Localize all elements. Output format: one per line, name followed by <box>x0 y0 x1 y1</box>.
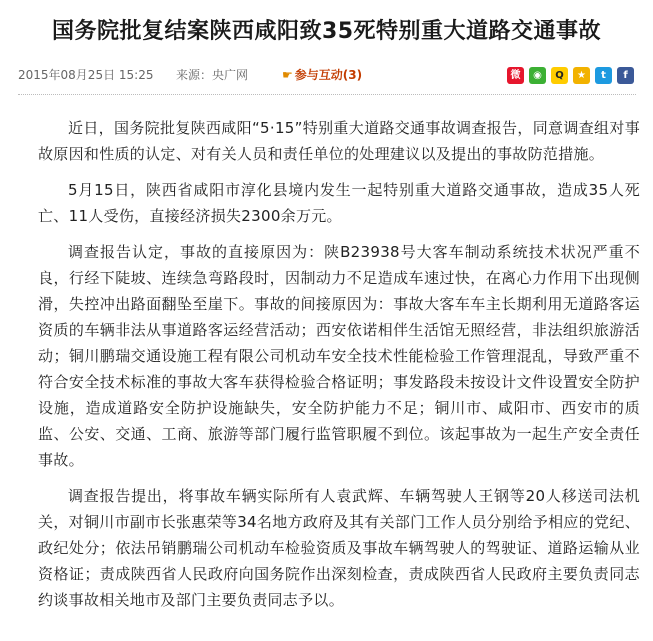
paragraph: 5月15日，陕西省咸阳市淳化县境内发生一起特别重大道路交通事故，造成35人死亡、11人受伤，直接经济损失2300余万元。 <box>38 181 640 225</box>
hand-icon: ☛ <box>282 68 293 82</box>
paragraph: 近日，国务院批复陕西咸阳“5·15”特别重大道路交通事故调查报告，同意调查组对事故原因和性质的认定、对有关人员和责任单位的处理建议以及提出的事故防范措施。 <box>38 119 640 163</box>
weibo-icon[interactable]: 微 <box>507 67 524 84</box>
wechat-icon[interactable]: ◉ <box>529 67 546 84</box>
comment-label: 参与互动 <box>294 68 343 82</box>
facebook-icon[interactable]: f <box>617 67 634 84</box>
qzone-icon[interactable]: ★ <box>573 67 590 84</box>
publish-date: 2015年08月25日 15:25 <box>18 68 154 82</box>
comment-count: (3) <box>342 68 363 82</box>
paragraph: 调查报告认定，事故的直接原因为：陕B23938号大客车制动系统技术状况严重不良，行经下陡坡、连续急弯路段时，因制动力不足造成车速过快，在离心力作用下出现侧滑，失控冲出路面翻坠至崖下。事故的间接原因为：事故大客车车主长期利用无道路客运资质的车辆非法从事道路客运经营活动；西安依诺相伴生活馆无照经营，非法组织旅游活动；铜川鹏瑞交通设施工程有限公司机动车安全技术性能检验工作管理混乱，导致严重不符合安全技术标准的事故大客车获得检验合格证明；事发路段未按设计文件设置安全防护设施，造成道路安全防护设施缺失，安全防护能力不足；铜川市、咸阳市、西安市的质监、公安、交通、工商、旅游等部门履行监管职履不到位。该起事故为一起生产安全责任事故。 <box>38 243 640 469</box>
article-meta <box>18 64 636 88</box>
paragraph: 调查报告提出，将事故车辆实际所有人袁武辉、车辆驾驶人王钢等20人移送司法机关，对铜川市副市长张惠荣等34名地方政府及其有关部门工作人员分别给予相应的党纪、政纪处分；依法吊销鹏瑞公司机动车检验资质及事故车辆驾驶人的驾驶证、道路运输从业资格证；责成陕西省人民政府向国务院作出深刻检查，责成陕西省人民政府主要负责同志约谈事故相关地市及部门主要负责同志予以。 <box>38 487 640 609</box>
share-bar <box>507 67 634 84</box>
comment-link[interactable] <box>282 64 362 86</box>
divider <box>18 94 636 95</box>
article-source: 来源：央广网 <box>176 68 249 82</box>
article-body <box>38 115 640 623</box>
tencent-weibo-icon[interactable]: t <box>595 67 612 84</box>
article-title: 国务院批复结案陕西咸阳致35死特别重大道路交通事故 <box>51 19 602 44</box>
qq-icon[interactable]: Q <box>551 67 568 84</box>
